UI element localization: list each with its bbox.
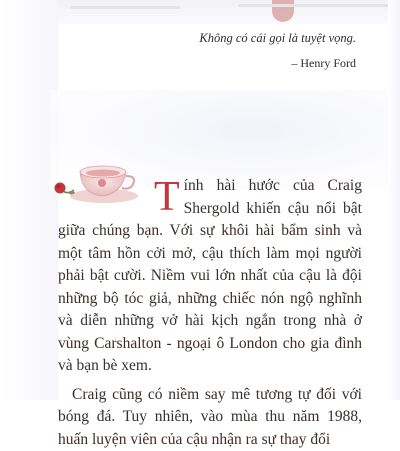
bleed-through-line	[238, 4, 398, 7]
epigraph-author: – Henry Ford	[56, 56, 356, 71]
epigraph-quote: Không có cái gọi là tuyệt vọng.	[56, 31, 356, 46]
chapter-body	[58, 175, 362, 451]
bleed-through-line	[70, 6, 180, 9]
paragraph-1-text: ính hài hước của Craig Shergold khiến cậu nổi bật giữa chúng bạn. Với sự khôi hài bẩm sinh và một tâm hồn cởi mở, cậu thích làm mọi người phải bật cười. Niềm vui lớn nhất của cậu là đội những bộ tóc giả, những chiếc nón ngộ nghĩnh và diễn những vở hài kịch ngắn trong nhà ở vùng Carshalton - ngoại ô London cho gia đình và bạn bè xem.	[58, 177, 362, 374]
right-page-edge	[388, 0, 400, 400]
paragraph-2: Craig cũng có niềm say mê tương tự đối với bóng đá. Tuy nhiên, vào mùa thu năm 1988, huấn luyện viên của cậu nhận ra sự thay đổi	[58, 384, 362, 451]
paragraph-1	[58, 175, 362, 378]
bleed-through-header	[58, 0, 400, 24]
drop-cap: T	[154, 179, 180, 215]
